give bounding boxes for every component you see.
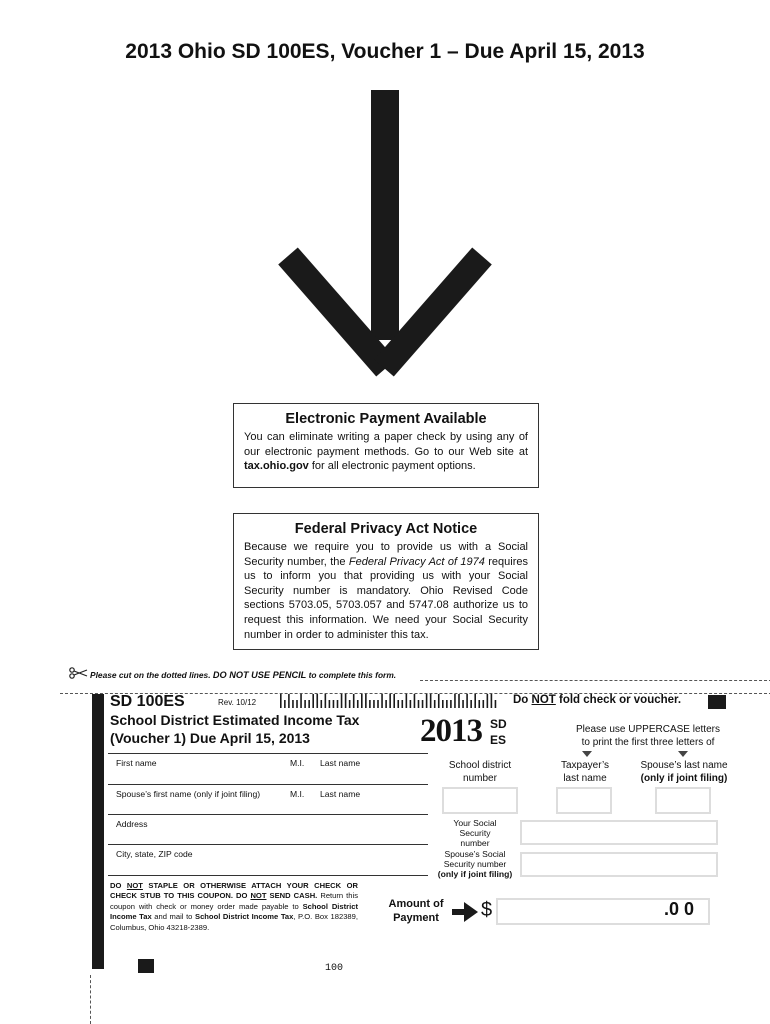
your-ssn-label: Your Social Security number <box>453 818 497 848</box>
form-id: SD 100ES <box>110 693 185 710</box>
voucher-heading-line1: School District Estimated Income Tax <box>110 712 360 728</box>
spouse-last-name-label: Spouse’s last name (only if joint filing) <box>640 760 728 784</box>
spouse-first-name-field[interactable]: Spouse’s first name (only if joint filing) <box>116 789 261 799</box>
privacy-notice-text: Because we require you to provide us with a Social Security number, the Federal Privacy Act of 1974 requires us to inform you that providing us with your Social Security number is mandatory. Ohio Revised Code sections 5703.05, 5703.057 and 5747.08 authorize us to request this information. We need your Social Security number in order to administer this tax. <box>244 541 528 641</box>
mi-field[interactable]: M.I. <box>290 758 305 768</box>
form-year-es: ES <box>490 733 507 747</box>
electronic-payment-box <box>233 403 539 488</box>
first-name-field[interactable]: First name <box>116 758 157 768</box>
voucher-heading-line2: (Voucher 1) Due April 15, 2013 <box>110 730 310 746</box>
registration-mark-bottom <box>138 959 154 973</box>
caret-down-icon <box>582 751 592 758</box>
privacy-notice-box <box>233 513 539 650</box>
taxpayer-letters-input[interactable] <box>556 787 612 814</box>
privacy-notice-heading: Federal Privacy Act Notice <box>294 521 478 537</box>
scissors-icon <box>68 667 88 679</box>
school-district-label: School district number <box>448 760 512 784</box>
cut-instructions: Please cut on the dotted lines. DO NOT USE PENCIL to complete this form. <box>90 670 397 680</box>
form-year-sd: SD <box>490 717 507 731</box>
spouse-ssn-label: Spouse’s Social Security number (only if joint filing) <box>437 849 513 879</box>
postal-barcode <box>280 693 502 709</box>
caret-down-icon <box>678 751 688 758</box>
spouse-ssn-input[interactable] <box>520 852 718 877</box>
grid-divider <box>108 844 428 845</box>
voucher-left-bar <box>92 694 104 969</box>
registration-mark-top <box>708 695 726 709</box>
down-arrow-icon <box>270 88 500 388</box>
spouse-last-name-field[interactable]: Last name <box>320 789 361 799</box>
amount-label: Amount of Payment <box>388 898 444 924</box>
uppercase-note: Please use UPPERCASE letters to print the first three letters of <box>576 724 720 748</box>
mailing-instructions: DO NOT STAPLE OR OTHERWISE ATTACH YOUR CHECK OR CHECK STUB TO THIS COUPON. DO NOT SEND CASH. Return this coupon with check or money order made payable to School District Income Tax and mail to School District Income Tax, P.O. Box 182389, Columbus, Ohio 43218-2389. <box>110 881 358 932</box>
electronic-payment-text: You can eliminate writing a paper check by using any of our electronic payment methods. Go to our Web site at tax.ohio.gov for all electronic payment options. <box>244 431 528 473</box>
school-district-input[interactable] <box>442 787 518 814</box>
dollar-sign: $ <box>481 899 493 921</box>
cut-line-top <box>420 680 770 681</box>
form-year: 2013 <box>420 713 482 749</box>
page-title: 2013 Ohio SD 100ES, Voucher 1 – Due April 15, 2013 <box>125 40 645 63</box>
form-revision: Rev. 10/12 <box>218 698 257 707</box>
city-state-zip-field[interactable]: City, state, ZIP code <box>116 849 193 859</box>
tax-website-link[interactable]: tax.ohio.gov <box>244 460 309 473</box>
amount-cents: .0 0 <box>664 899 695 919</box>
right-arrow-icon <box>452 902 478 922</box>
your-ssn-input[interactable] <box>520 820 718 845</box>
spouse-letters-input[interactable] <box>655 787 711 814</box>
footer-code: 100 <box>325 963 344 974</box>
grid-divider <box>108 784 428 785</box>
cut-line-left <box>90 975 91 1024</box>
grid-divider <box>108 814 428 815</box>
taxpayer-last-name-label: Taxpayer’s last name <box>561 760 609 784</box>
last-name-field[interactable]: Last name <box>320 758 361 768</box>
spouse-mi-field[interactable]: M.I. <box>290 789 305 799</box>
do-not-fold-note: Do NOT fold check or voucher. <box>513 694 682 706</box>
electronic-payment-heading: Electronic Payment Available <box>285 411 487 427</box>
address-field[interactable]: Address <box>116 819 148 829</box>
